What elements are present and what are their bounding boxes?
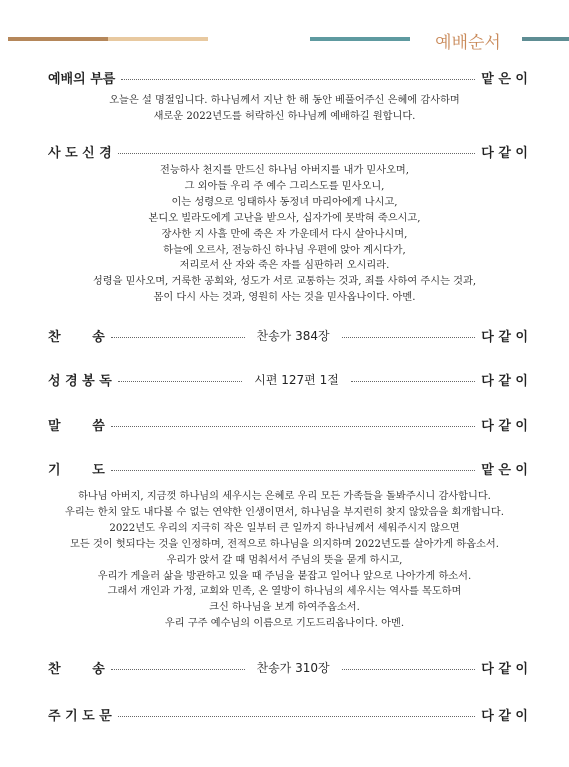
order-item-label: 기 도 <box>48 462 105 478</box>
apostles-creed-text <box>20 163 549 306</box>
dotted-leader <box>342 337 476 338</box>
dotted-leader <box>118 153 475 154</box>
order-item-label: 사 도 신 경 <box>48 145 112 161</box>
hymn-number: 찬송가 384장 <box>256 328 330 343</box>
dotted-leader <box>118 381 242 382</box>
text-line: 성령을 믿사오며, 거룩한 공회와, 성도가 서로 교통하는 것과, 죄를 사하여 주시는 것과, <box>92 276 477 288</box>
order-item-sermon <box>48 414 528 434</box>
decor-bar-brown <box>8 37 108 41</box>
order-item-leader: 다 같 이 <box>481 329 529 345</box>
order-item-leader: 다 같 이 <box>481 708 528 724</box>
text-line: 이는 성령으로 잉태하사 동정녀 마리아에게 나시고, <box>171 196 398 208</box>
order-item-hymn-2 <box>48 657 528 677</box>
order-item-prayer <box>48 458 528 478</box>
text-line: 모든 것이 헛되다는 것을 인정하며, 전적으로 하나님을 의지하며 2022년도를 살아가게 하옵소서. <box>70 538 499 550</box>
text-line: 몸이 다시 사는 것과, 영원히 사는 것을 믿사옵나이다. 아멘. <box>153 292 416 304</box>
order-item-call-to-worship <box>48 67 528 87</box>
text-line: 크신 하나님을 보게 하여주옵소서. <box>209 602 360 614</box>
text-line: 오늘은 설 명절입니다. 하나님께서 지난 한 해 동안 베풀어주신 은혜에 감사하며 <box>109 95 460 106</box>
dotted-leader <box>111 470 475 471</box>
text-line: 우리는 한치 앞도 내다볼 수 없는 연약한 인생이면서, 하나님을 부지런히 찾지 않았음을 회개합니다. <box>65 506 504 518</box>
decor-bar-teal <box>310 37 410 41</box>
order-item-label: 성 경 봉 독 <box>48 373 112 389</box>
text-line: 2022년도 우리의 지극히 작은 일부터 큰 일까지 하나님께서 세워주시지 않으면 <box>109 522 460 534</box>
text-line: 하늘에 오르사, 전능하신 하나님 우편에 앉아 계시다가, <box>163 244 406 256</box>
decor-bar-tan <box>108 37 208 41</box>
order-item-leader: 맡 은 이 <box>481 71 528 87</box>
text-line: 본디오 빌라도에게 고난을 받으사, 십자가에 못박혀 죽으시고, <box>148 212 421 224</box>
text-line: 우리가 앉서 갈 때 멈춰서서 주님의 뜻을 묻게 하시고, <box>166 554 403 566</box>
order-item-leader: 다 같 이 <box>481 418 528 434</box>
order-item-label: 찬 송 <box>48 329 105 345</box>
order-item-leader: 다 같 이 <box>481 145 528 161</box>
text-line: 하나님 아버지, 지금껏 하나님의 세우시는 은혜로 우리 모든 가족들을 돌봐주시니 감사합니다. <box>78 491 491 502</box>
call-to-worship-text <box>20 93 549 125</box>
text-line: 저리로서 산 자와 죽은 자를 심판하러 오시리라. <box>179 260 390 272</box>
text-line: 우리 구주 예수님의 이름으로 기도드리옵나이다. 아멘. <box>164 618 405 630</box>
hymn-number: 찬송가 310장 <box>256 660 330 675</box>
text-line: 장사한 지 사흘 만에 죽은 자 가운데서 다시 살아나시며, <box>161 228 408 240</box>
order-item-label: 주 기 도 문 <box>48 708 112 724</box>
dotted-leader <box>121 79 475 80</box>
dotted-leader <box>351 381 475 382</box>
text-line: 우리가 게을러 삶을 방관하고 있을 때 주님을 붙잡고 일어나 앞으로 나아가게 하소서. <box>97 570 472 582</box>
page-title: 예배순서 <box>435 33 501 53</box>
order-item-label: 말 씀 <box>48 418 105 434</box>
order-item-hymn-1 <box>48 325 528 345</box>
order-item-leader: 맡 은 이 <box>481 462 528 478</box>
text-line: 전능하사 천지를 만드신 하나님 아버지를 내가 믿사오며, <box>159 165 409 176</box>
order-item-leader: 다 같 이 <box>481 373 528 389</box>
scripture-reference: 시편 127편 1절 <box>254 372 339 387</box>
dotted-leader <box>111 669 245 670</box>
text-line: 그래서 개인과 가정, 교회와 민족, 온 열방이 하나님의 세우시는 역사를 목도하며 <box>107 586 462 598</box>
order-item-label: 예배의 부름 <box>48 71 116 87</box>
dotted-leader <box>111 426 475 427</box>
order-item-leader: 다 같 이 <box>481 661 529 677</box>
order-item-apostles-creed <box>48 141 528 161</box>
dotted-leader <box>111 337 245 338</box>
dotted-leader <box>118 716 475 717</box>
order-item-label: 찬 송 <box>48 661 105 677</box>
decor-bar-teal-short <box>522 37 569 41</box>
prayer-text <box>20 489 549 632</box>
text-line: 그 외아들 우리 주 예수 그리스도를 믿사오니, <box>184 180 385 192</box>
dotted-leader <box>342 669 476 670</box>
order-item-scripture-reading <box>48 369 528 389</box>
text-line: 새로운 2022년도를 허락하신 하나님께 예배하길 원합니다. <box>153 110 416 122</box>
order-item-lords-prayer <box>48 704 528 724</box>
